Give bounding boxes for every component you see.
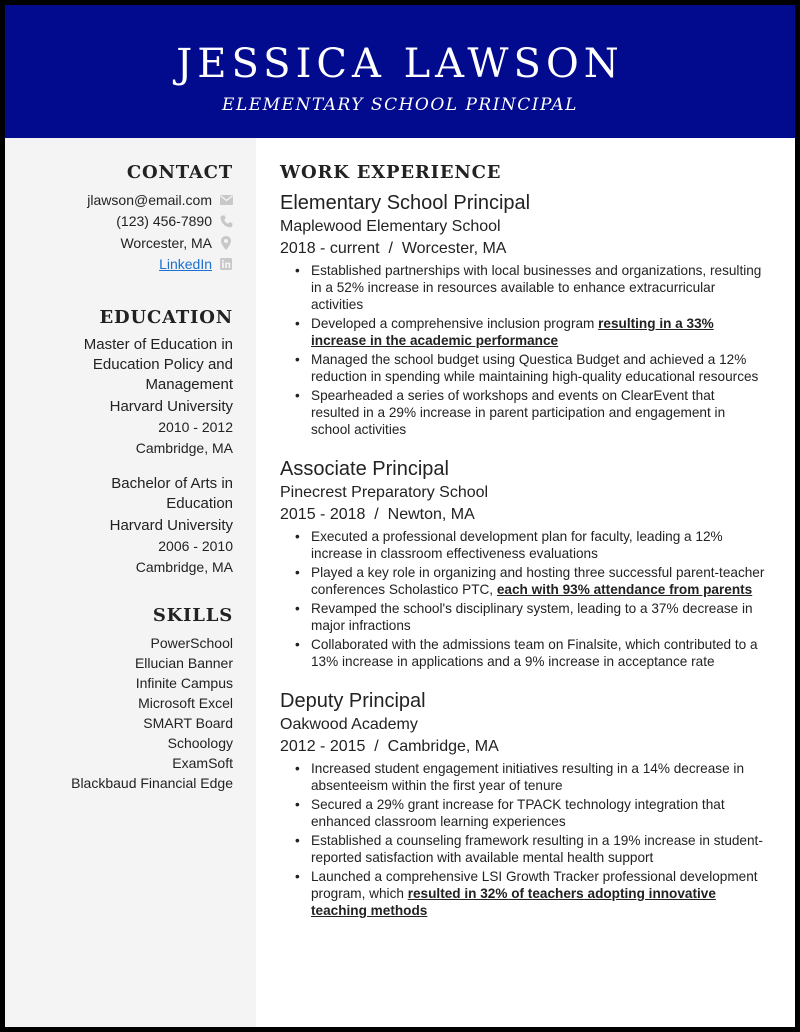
job-separator: / — [374, 506, 379, 523]
phone-text: (123) 456-7890 — [116, 213, 212, 230]
job-bullets — [290, 528, 765, 670]
education-heading: EDUCATION — [99, 307, 233, 329]
job-meta — [280, 238, 765, 260]
job-company: Maplewood Elementary School — [280, 218, 501, 235]
contact-heading: CONTACT — [126, 162, 233, 183]
candidate-name: JESSICA LAWSON — [176, 41, 624, 87]
education-item — [15, 335, 233, 458]
job-separator: / — [388, 240, 393, 257]
education-years: 2006 - 2010 — [158, 538, 233, 555]
job-location: Newton, MA — [387, 506, 475, 523]
skills-heading: SKILLS — [152, 605, 233, 627]
skill-item: Blackbaud Financial Edge — [71, 775, 233, 792]
highlight-text: each with 93% attendance from parents — [496, 582, 753, 597]
job-title: Elementary School Principal — [280, 192, 531, 214]
bullet-item: • Established partnerships with local businesses and organizations, resulting in a 52% increase in resources available to enhance extracurricular activities — [290, 262, 765, 313]
linkedin-icon — [219, 258, 233, 272]
bullet-item: • Increased student engagement initiatives resulting in a 14% decrease in absenteeism within the first year of tenure — [290, 760, 765, 794]
skill-item: ExamSoft — [172, 755, 233, 772]
phone-icon — [219, 215, 233, 229]
bullet-item: • Established a counseling framework resulting in a 19% increase in student-reported satisfaction with available mental health support — [290, 832, 765, 866]
job-entry — [280, 456, 765, 670]
contact-location — [15, 233, 233, 254]
experience-heading: WORK EXPERIENCE — [280, 162, 502, 183]
job-bullets — [290, 760, 765, 919]
linkedin-link[interactable]: LinkedIn — [159, 255, 212, 272]
contact-phone — [15, 211, 233, 232]
skill-item: Ellucian Banner — [134, 655, 233, 672]
education-section — [15, 305, 233, 577]
education-item — [15, 474, 233, 577]
bullet-item: • Managed the school budget using Questica Budget and achieved a 12% reduction in spending while maintaining high-quality educational resources — [290, 351, 765, 385]
candidate-title: ELEMENTARY SCHOOL PRINCIPAL — [222, 95, 578, 115]
skill-item: Microsoft Excel — [138, 695, 233, 712]
location-text: Worcester, MA — [120, 234, 212, 251]
job-meta — [280, 736, 765, 758]
bullet-item: • Played a key role in organizing and hosting three successful parent-teacher conferences Scholastico PTC, each with 93% attendance from parents — [290, 564, 765, 598]
highlight-text: resulting in a 33% increase in the academic performance — [311, 316, 714, 348]
school: Harvard University — [109, 517, 233, 535]
education-years: 2010 - 2012 — [158, 419, 233, 436]
main-content — [256, 138, 795, 1027]
job-separator: / — [374, 738, 379, 755]
job-entry — [280, 688, 765, 919]
job-company: Pinecrest Preparatory School — [280, 484, 489, 501]
bullet-item: • Developed a comprehensive inclusion program resulting in a 33% increase in the academic performance — [290, 315, 765, 349]
degree: Bachelor of Arts in Education — [111, 475, 233, 513]
bullet-item: • Spearheaded a series of workshops and events on ClearEvent that resulted in a 29% increase in parent participation and engagement in school activities — [290, 387, 765, 438]
job-entry — [280, 190, 765, 438]
bullet-item: • Secured a 29% grant increase for TPACK technology integration that enhanced classroom learning experiences — [290, 796, 765, 830]
education-location: Cambridge, MA — [135, 439, 233, 456]
job-title: Associate Principal — [280, 458, 449, 480]
bullet-item: • Collaborated with the admissions team on Finalsite, which contributed to a 13% increase in applications and a 9% increase in acceptance rate — [290, 636, 765, 670]
skill-item: PowerSchool — [150, 635, 233, 652]
envelope-icon — [219, 194, 233, 208]
job-location: Worcester, MA — [401, 240, 507, 257]
job-meta — [280, 504, 765, 526]
skill-item: SMART Board — [143, 715, 233, 732]
job-title: Deputy Principal — [280, 690, 426, 712]
resume-page — [5, 5, 795, 1027]
bullet-item: • Executed a professional development plan for faculty, leading a 12% increase in classroom effectiveness evaluations — [290, 528, 765, 562]
job-dates: 2012 - 2015 — [280, 738, 366, 755]
job-location: Cambridge, MA — [387, 738, 499, 755]
bullet-item: • Launched a comprehensive LSI Growth Tracker professional development program, which resulted in 32% of teachers adopting innovative teaching methods — [290, 868, 765, 919]
job-dates: 2015 - 2018 — [280, 506, 366, 523]
skill-item: Schoology — [167, 735, 233, 752]
highlight-text: resulted in 32% of teachers adopting innovative teaching methods — [311, 886, 716, 918]
sidebar — [5, 138, 256, 1027]
job-bullets — [290, 262, 765, 438]
job-company: Oakwood Academy — [280, 716, 418, 733]
bullet-item: • Revamped the school's disciplinary system, leading to a 37% decrease in major infractions — [290, 600, 765, 634]
contact-email — [15, 190, 233, 211]
degree: Master of Education in Education Policy and Management — [83, 336, 233, 394]
job-dates: 2018 - current — [280, 240, 380, 257]
skill-item: Infinite Campus — [135, 675, 233, 692]
contact-section — [15, 160, 233, 275]
resume-header — [5, 5, 795, 138]
school: Harvard University — [109, 398, 233, 416]
contact-linkedin — [15, 254, 233, 275]
email-text: jlawson@email.com — [87, 192, 212, 208]
map-pin-icon — [219, 236, 233, 250]
skills-section — [15, 603, 233, 793]
education-location: Cambridge, MA — [135, 558, 233, 575]
